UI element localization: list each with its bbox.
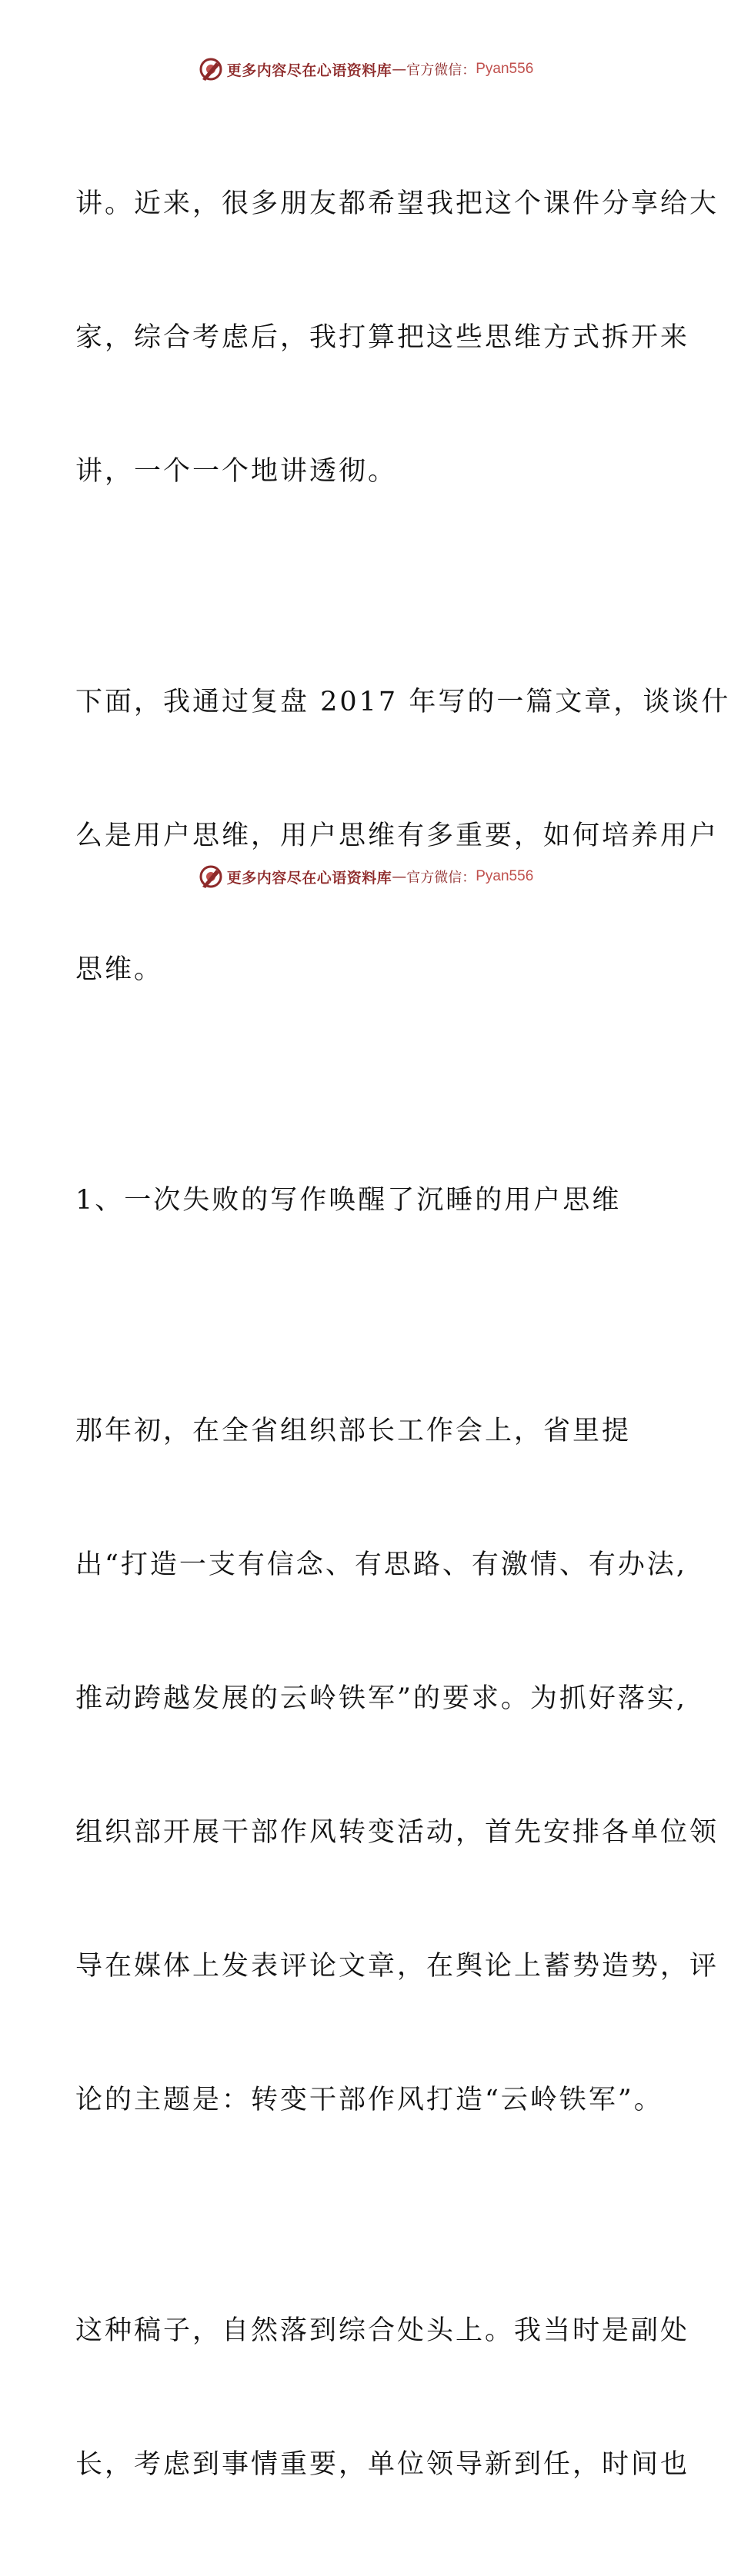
paragraph <box>75 2219 690 2576</box>
text-line: 讲。近来，很多朋友都希望我把这个课件分享给大 <box>75 188 719 219</box>
watermark-dash: — <box>392 868 407 885</box>
text-line: 组织部开展干部作风转变活动，首先安排各单位领 <box>75 1817 719 1848</box>
watermark-wechat-label: 官方微信： <box>406 870 476 886</box>
watermark-wechat-id: Pyan556 <box>476 61 534 77</box>
text-line: 长，考虑到事情重要，单位领导新到任，时间也 <box>75 2449 690 2480</box>
text-line: 1、一次失败的写作唤醒了沉睡的用户思维 <box>75 1185 622 1216</box>
text-line: 思维。 <box>75 954 164 985</box>
text-line: 这种稿子，自然落到综合处头上。我当时是副处 <box>75 2315 690 2346</box>
text-line: 家，综合考虑后，我打算把这些思维方式拆开来 <box>75 322 690 353</box>
pen-logo-icon <box>198 56 224 82</box>
text-line: 推动跨越发展的云岭铁军”的要求。为抓好落实, <box>75 1683 688 1714</box>
document-body <box>75 92 731 2576</box>
text-line: 下面，我通过复盘 2017 年写的一篇文章，谈谈什 <box>75 687 731 717</box>
pen-logo-icon <box>198 864 224 890</box>
text-line: 么是用户思维，用户思维有多重要，如何培养用户 <box>75 820 719 851</box>
text-line: 论的主题是：转变干部作风打造“云岭铁军”。 <box>75 2085 663 2115</box>
watermark-banner-top <box>0 54 731 85</box>
text-line: 出“打造一支有信念、有思路、有激情、有办法, <box>75 1549 688 1580</box>
text-line: 导在媒体上发表评论文章，在舆论上蓄势造势，评 <box>75 1951 719 1982</box>
paragraph <box>75 591 731 1081</box>
watermark-dash: — <box>392 61 407 78</box>
paragraph <box>75 92 719 583</box>
paragraph <box>75 1320 719 2212</box>
watermark-wechat-id: Pyan556 <box>476 868 534 884</box>
text-line: 讲，一个一个地讲透彻。 <box>75 456 398 487</box>
section-heading <box>75 1089 660 1312</box>
watermark-text: 更多内容尽在心语资料库 <box>226 62 392 79</box>
watermark-banner-bottom <box>0 861 731 892</box>
text-line: 那年初，在全省组织部长工作会上，省里提 <box>75 1416 632 1446</box>
watermark-text: 更多内容尽在心语资料库 <box>226 869 392 887</box>
watermark-wechat-label: 官方微信： <box>406 62 476 78</box>
